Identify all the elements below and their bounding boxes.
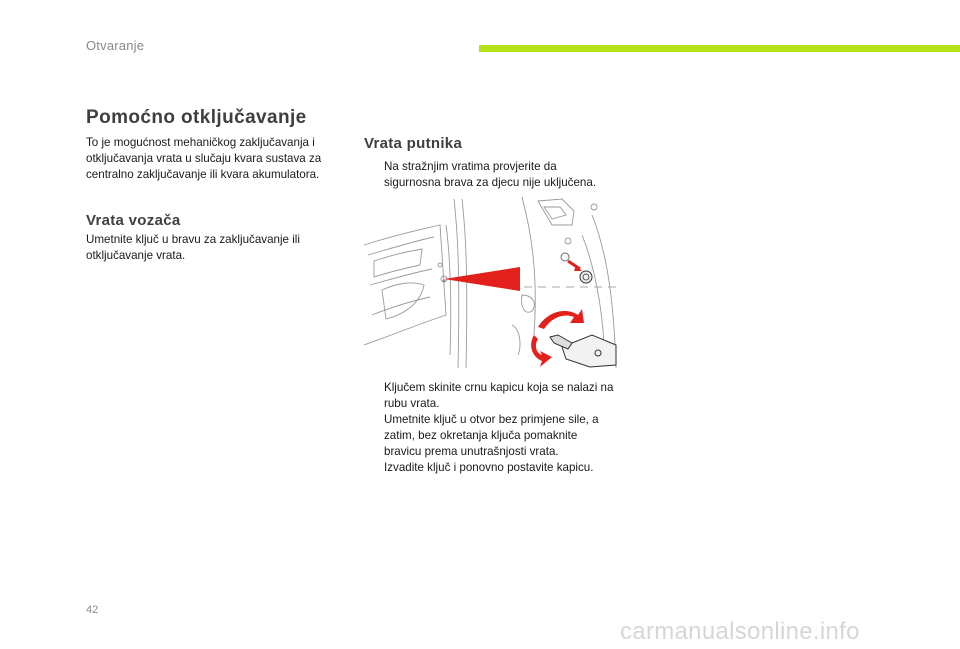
- bullet-text: Ključem skinite crnu kapicu koja se nalazi na rubu vrata.: [384, 381, 614, 410]
- page-number: 42: [86, 604, 99, 616]
- bullet-text: Izvadite ključ i ponovno postavite kapicu.: [384, 461, 594, 474]
- list-item: [364, 460, 614, 476]
- passenger-bullets-top: [364, 159, 614, 191]
- intro-paragraph: To je mogućnost mehaničkog zaključavanja i otključavanja vrata u slučaju kvara sustava za centralno zaključavanje ili kvara akumulatora.: [86, 136, 322, 181]
- page-title: Pomoćno otključavanje: [86, 107, 307, 128]
- bullet-text: Na stražnjim vratima provjerite da sigurnosna brava za djecu nije uključena.: [384, 160, 597, 189]
- passenger-door-title: Vrata putnika: [364, 135, 463, 152]
- list-item: [364, 159, 614, 191]
- red-beam-pointer: [444, 267, 520, 291]
- door-lock-illustration: [362, 195, 618, 368]
- driver-door-title: Vrata vozača: [86, 212, 181, 229]
- watermark: carmanualsonline.info: [620, 618, 860, 645]
- passenger-bullets-bottom: [364, 380, 614, 476]
- child-lock-cap-drawing: [561, 253, 592, 283]
- driver-door-text: Umetnite ključ u bravu za zaključavanje ili otključavanje vrata.: [86, 233, 300, 262]
- accent-bar: [479, 45, 960, 52]
- list-item: [364, 380, 614, 412]
- bullet-text: Umetnite ključ u otvor bez primjene sile, a zatim, bez okretanja ključa pomaknite bravicu prema unutrašnjosti vrata.: [384, 413, 599, 458]
- key-drawing: [550, 335, 616, 367]
- section-label: Otvaranje: [86, 38, 145, 53]
- list-item: [364, 412, 614, 460]
